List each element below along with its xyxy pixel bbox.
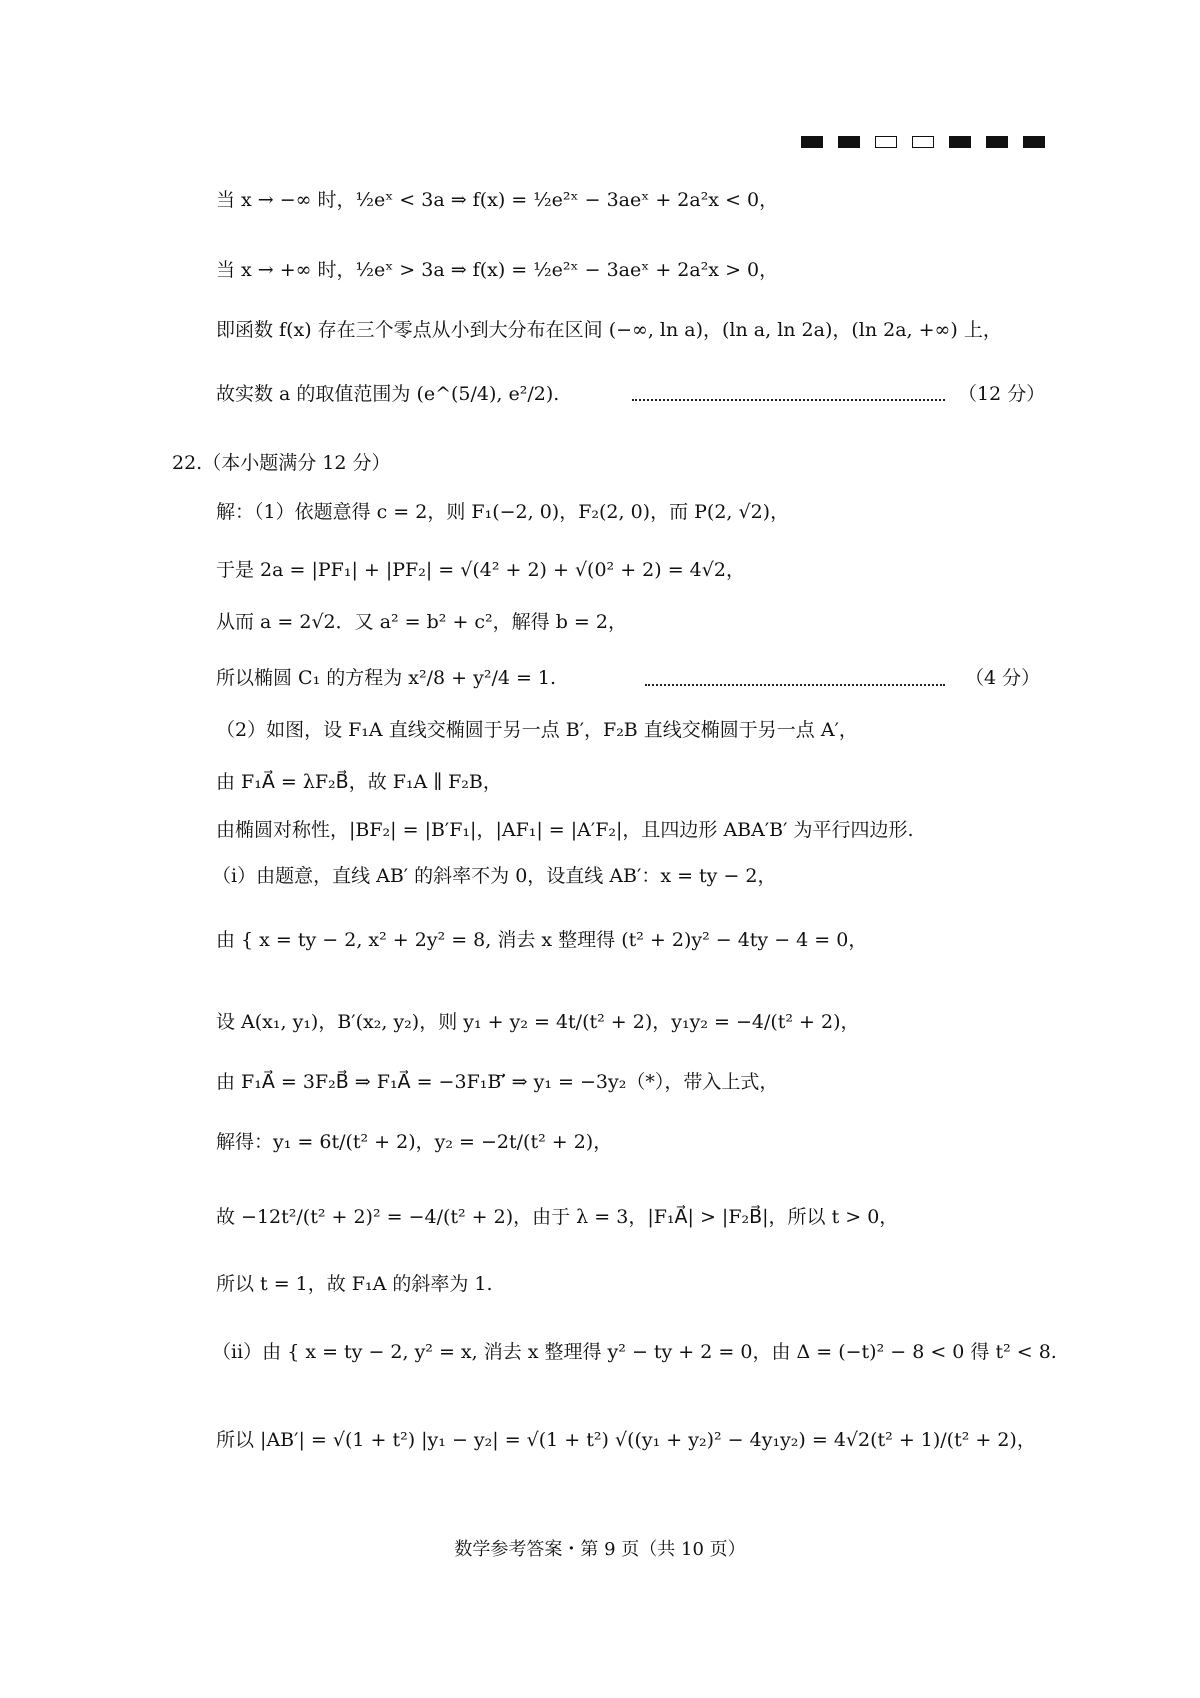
header-mark-empty — [912, 136, 934, 148]
solution-line: 当 x → −∞ 时，½eˣ < 3a ⇒ f(x) = ½e²ˣ − 3aeˣ + 2a²x < 0， — [216, 189, 779, 211]
header-mark-filled — [949, 136, 971, 148]
header-mark-filled — [1023, 136, 1045, 148]
dot-leader — [632, 399, 945, 401]
solution-line: 由 F₁A⃗ = λF₂B⃗，故 F₁A ∥ F₂B， — [216, 771, 502, 793]
solution-line: （2）如图，设 F₁A 直线交椭圆于另一点 B′，F₂B 直线交椭圆于另一点 A′， — [216, 719, 858, 741]
solution-line: 所以 |AB′| = √(1 + t²) |y₁ − y₂| = √(1 + t²) √((y₁ + y₂)² − 4y₁y₂) = 4√2(t² + 1)/(t² + 2)， — [216, 1429, 1036, 1451]
score-label: （12 分） — [958, 383, 1046, 405]
solution-line: 解得：y₁ = 6t/(t² + 2)，y₂ = −2t/(t² + 2)， — [216, 1131, 613, 1153]
solution-line: 所以 t = 1，故 F₁A 的斜率为 1. — [216, 1273, 493, 1295]
solution-line: 所以椭圆 C₁ 的方程为 x²/8 + y²/4 = 1. — [216, 667, 557, 689]
solution-line: 从而 a = 2√2．又 a² = b² + c²，解得 b = 2， — [216, 611, 627, 633]
solution-line: 故实数 a 的取值范围为 (e^(5/4), e²/2). — [216, 383, 560, 405]
solution-line: 于是 2a = |PF₁| + |PF₂| = √(4² + 2) + √(0² + 2) = 4√2， — [216, 559, 745, 581]
solution-line: 故 −12t²/(t² + 2)² = −4/(t² + 2)，由于 λ = 3，|F₁A⃗| > |F₂B⃗|，所以 t > 0， — [216, 1206, 899, 1228]
score-label: （4 分） — [965, 667, 1041, 689]
solution-line: 由 F₁A⃗ = 3F₂B⃗ ⇒ F₁A⃗ = −3F₁B′⃗ ⇒ y₁ = −3y₂（*），带入上式， — [216, 1071, 779, 1093]
page-footer: 数学参考答案・第 9 页（共 10 页） — [454, 1539, 746, 1560]
solution-line: 当 x → +∞ 时，½eˣ > 3a ⇒ f(x) = ½e²ˣ − 3aeˣ + 2a²x > 0， — [216, 259, 779, 281]
header-mark-filled — [801, 136, 823, 148]
header-mark-empty — [875, 136, 897, 148]
solution-line: （ⅰ）由题意，直线 AB′ 的斜率不为 0，设直线 AB′：x = ty − 2， — [212, 865, 777, 887]
solution-line: 解：（1）依题意得 c = 2，则 F₁(−2, 0)，F₂(2, 0)，而 P(2, √2)， — [216, 501, 790, 523]
solution-line: 设 A(x₁, y₁)，B′(x₂, y₂)，则 y₁ + y₂ = 4t/(t² + 2)，y₁y₂ = −4/(t² + 2)， — [216, 1011, 860, 1033]
solution-line: 由 { x = ty − 2, x² + 2y² = 8, 消去 x 整理得 (t² + 2)y² − 4ty − 4 = 0， — [216, 929, 868, 951]
question-title: 22.（本小题满分 12 分） — [172, 452, 391, 474]
header-mark-filled — [838, 136, 860, 148]
header-mark-filled — [986, 136, 1008, 148]
solution-line: 即函数 f(x) 存在三个零点从小到大分布在区间 (−∞, ln a)，(ln a, ln 2a)，(ln 2a, +∞) 上， — [216, 319, 1002, 341]
solution-line: （ⅱ）由 { x = ty − 2, y² = x, 消去 x 整理得 y² − ty + 2 = 0，由 Δ = (−t)² − 8 < 0 得 t² < 8. — [212, 1341, 1057, 1363]
dot-leader — [645, 684, 945, 686]
solution-line: 由椭圆对称性，|BF₂| = |B′F₁|，|AF₁| = |A′F₂|，且四边形 ABA′B′ 为平行四边形. — [216, 819, 914, 841]
